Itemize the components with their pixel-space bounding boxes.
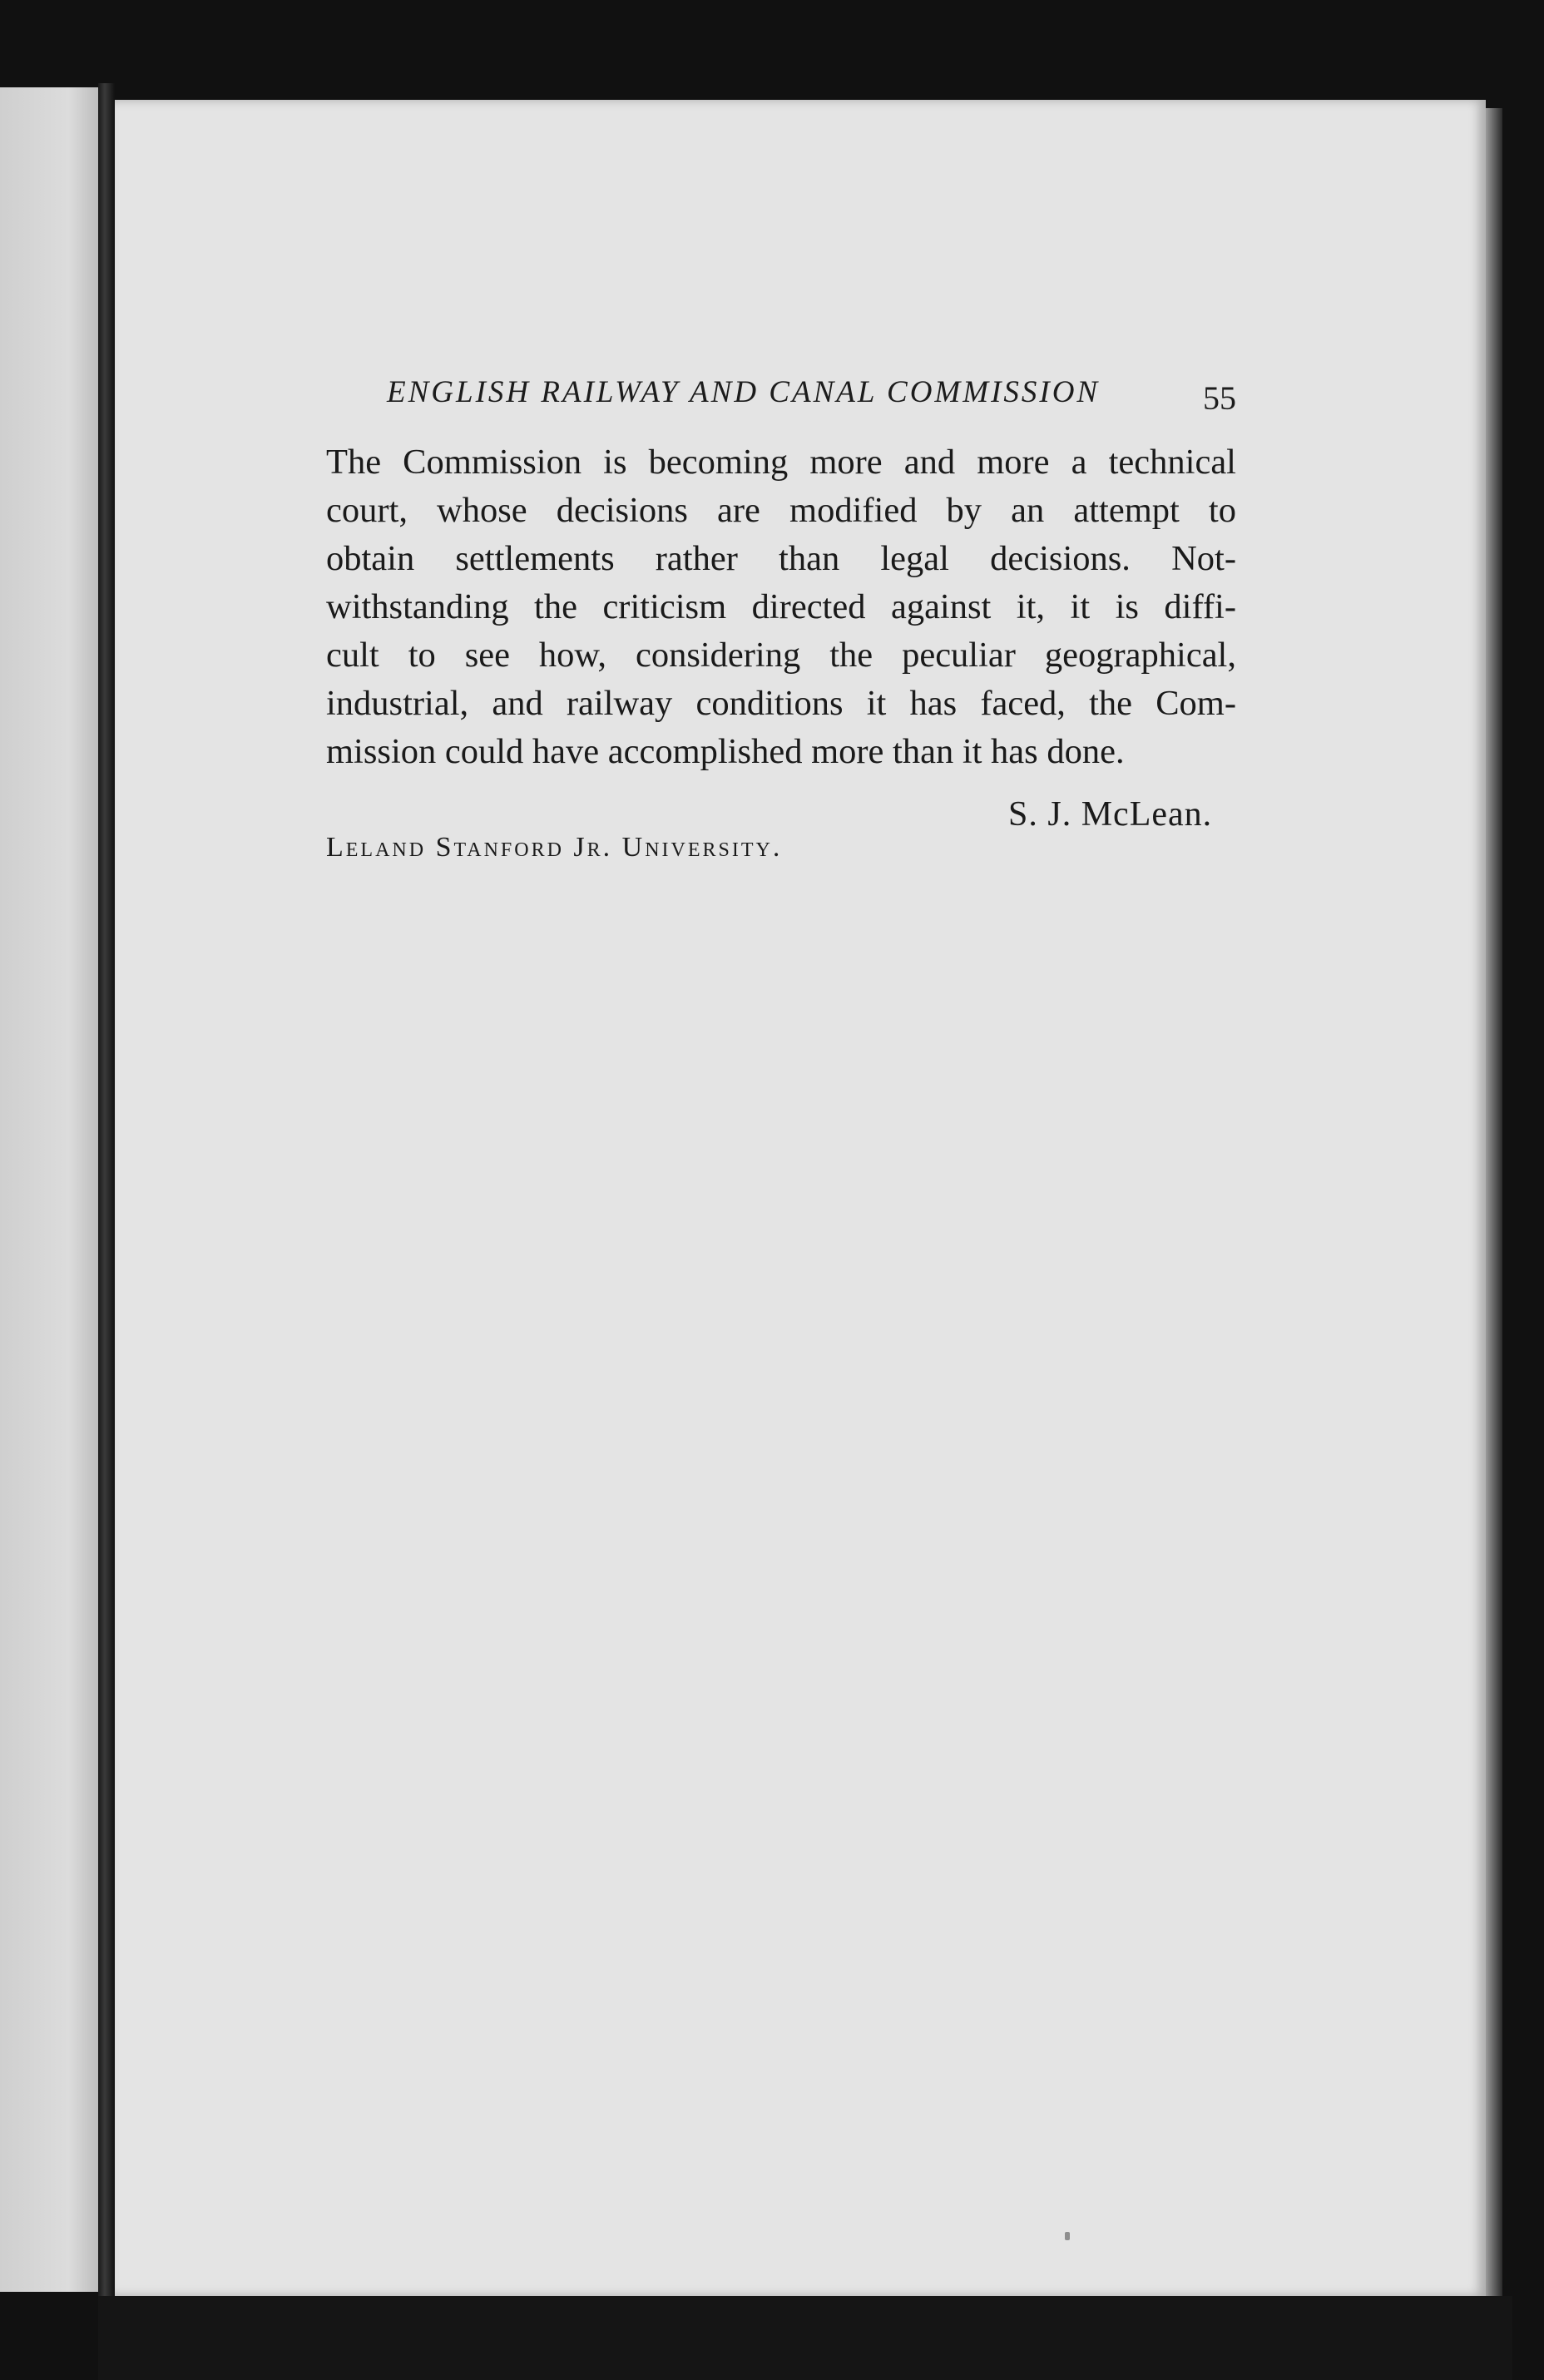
scan-speck [1065,2232,1070,2240]
text-line: court, whose decisions are modified by an attempt to [326,491,1236,530]
bottom-edge [98,2296,1512,2380]
author-affiliation: Leland Stanford Jr. University. [326,832,783,863]
page-number: 55 [1203,379,1236,417]
running-head: ENGLISH RAILWAY AND CANAL COMMISSION [387,375,1101,409]
text-line: withstanding the criticism directed against it, it is diffi- [326,587,1236,626]
text-line: obtain settlements rather than legal decisions. Not- [326,539,1236,578]
book-gutter [98,83,115,2321]
text-line: mission could have accomplished more than it has done. [326,732,1125,771]
left-page-edge [0,87,98,2292]
book-page [115,100,1486,2296]
right-page-edge [1486,108,1502,2304]
body-paragraph [326,438,1236,776]
text-line: industrial, and railway conditions it has faced, the Com- [326,684,1236,723]
text-line: The Commission is becoming more and more a technical [326,443,1236,482]
author-signature: S. J. McLean. [1008,795,1213,834]
text-line: cult to see how, considering the peculiar geographical, [326,636,1236,675]
